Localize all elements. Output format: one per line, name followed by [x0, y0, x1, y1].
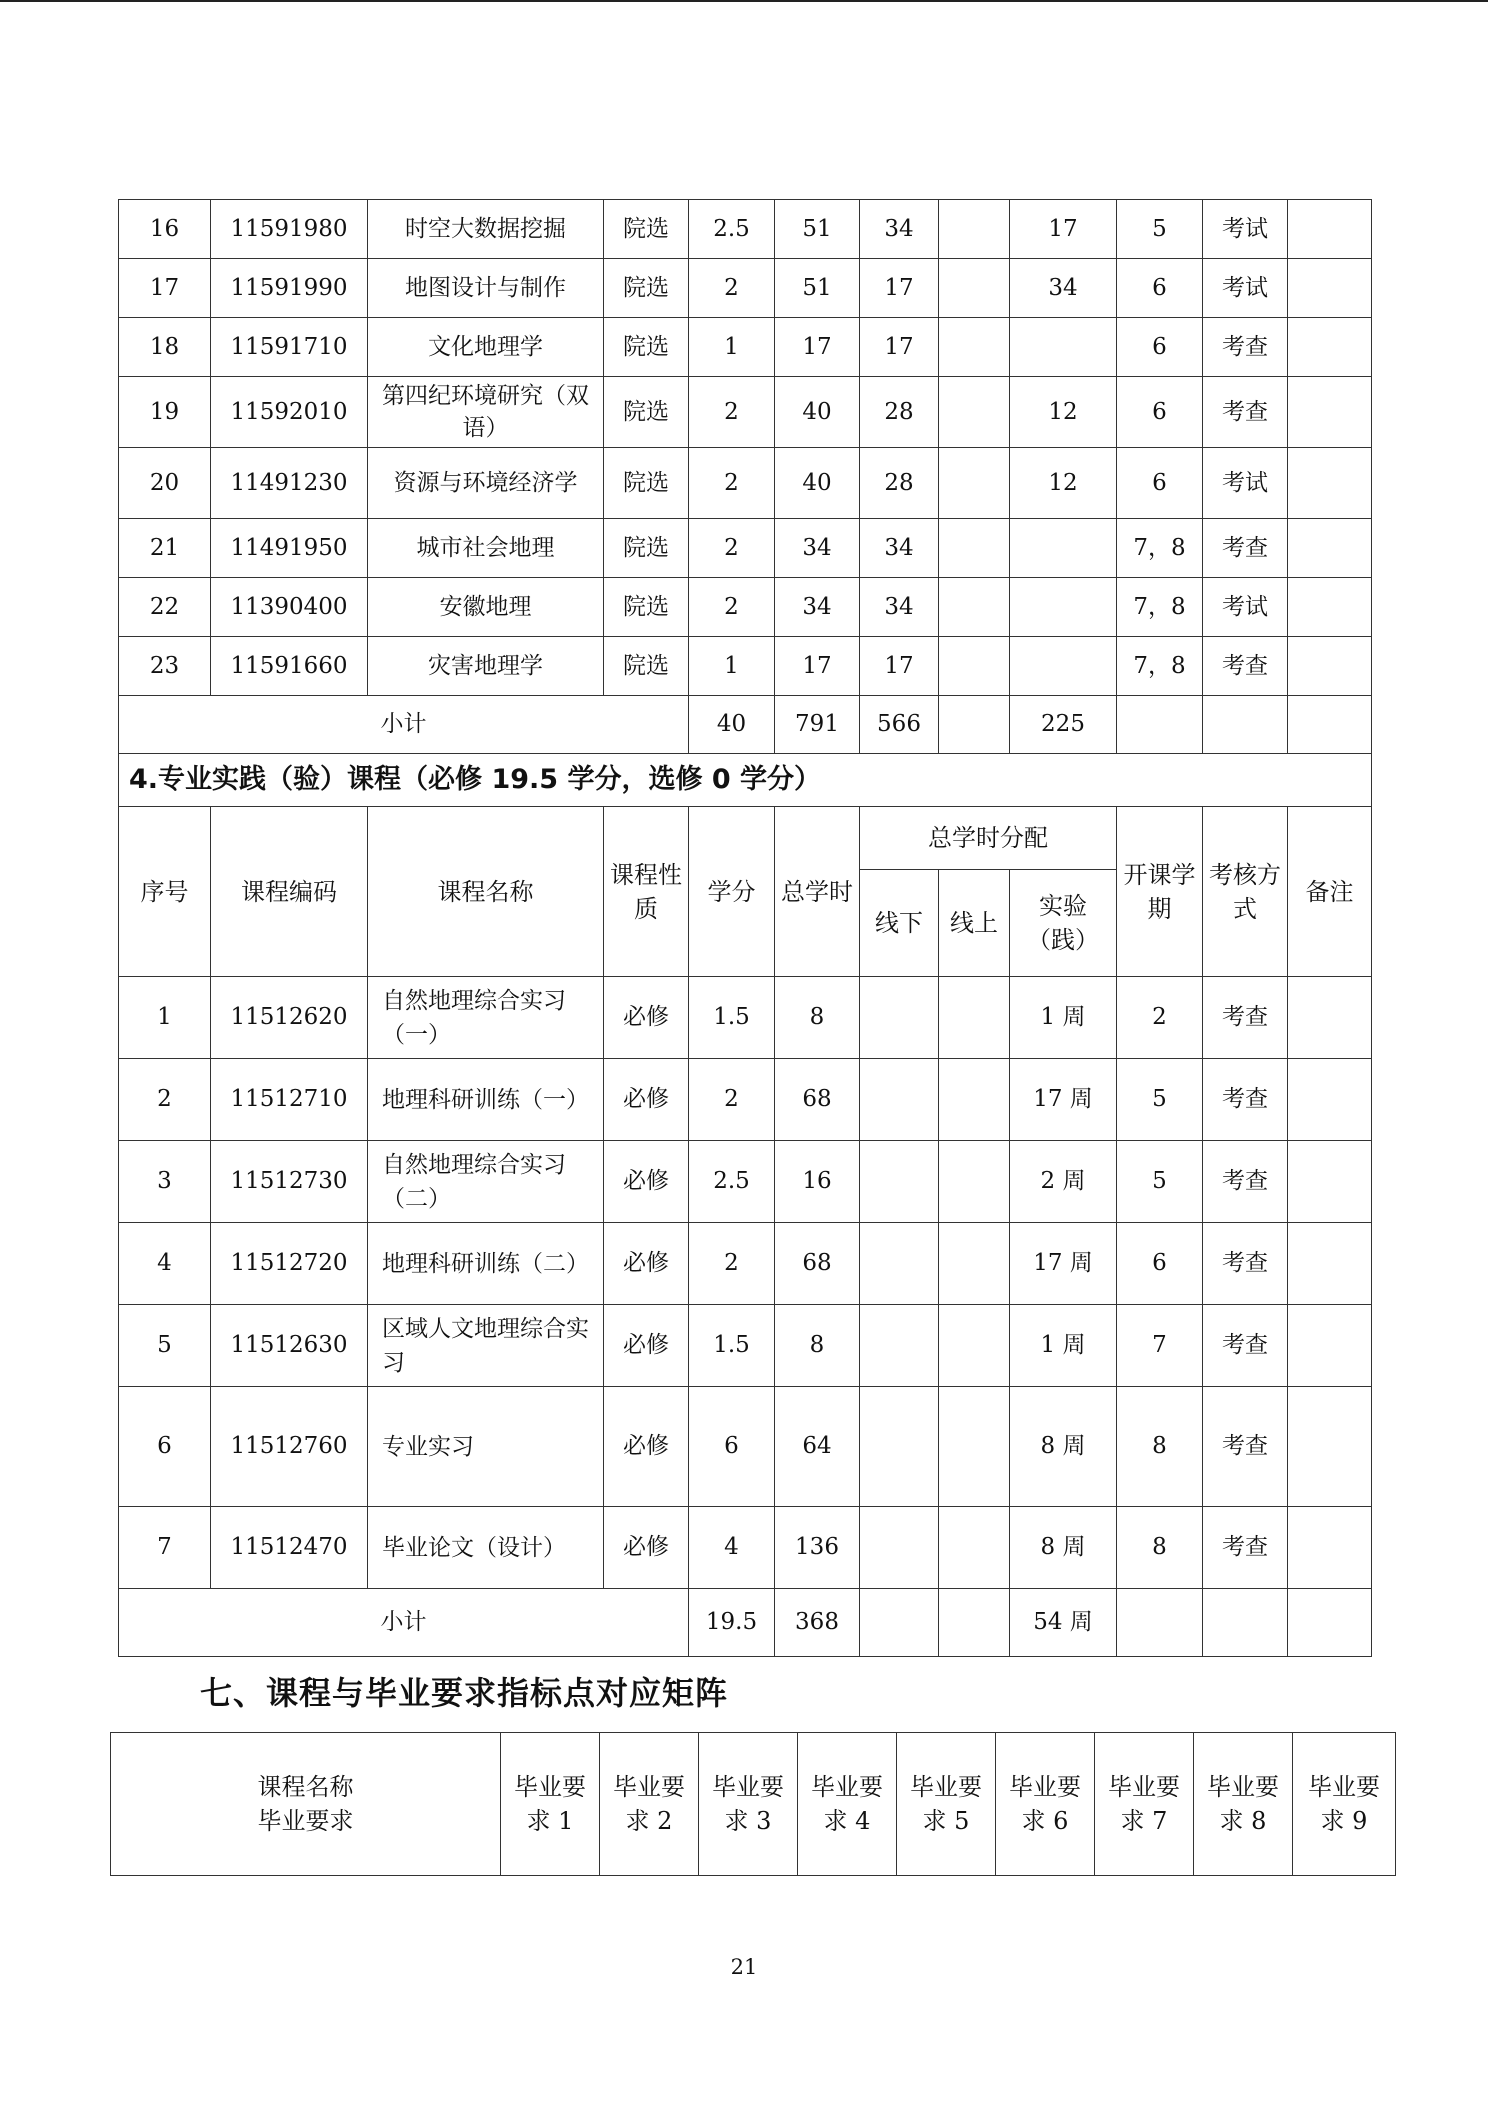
subtotal-hours: 368 [775, 1589, 860, 1657]
matrix-req-7: 毕业要求 7 [1095, 1733, 1194, 1876]
empty-cell [1203, 696, 1288, 754]
cell-term: 2 [1117, 977, 1203, 1059]
cell-offline: 34 [860, 578, 939, 637]
header-offline: 线下 [860, 870, 939, 977]
cell-code: 11512760 [211, 1387, 368, 1507]
course-table [118, 199, 1372, 1657]
header-lab: 实验（践） [1010, 870, 1117, 977]
table-row [119, 200, 1372, 259]
cell-term: 6 [1117, 377, 1203, 448]
cell-code: 11512630 [211, 1305, 368, 1387]
header-term: 开课学期 [1117, 807, 1203, 977]
cell-hours: 8 [775, 1305, 860, 1387]
matrix-req-2: 毕业要求 2 [600, 1733, 699, 1876]
cell-code: 11512730 [211, 1141, 368, 1223]
cell-nature: 院选 [604, 448, 689, 519]
cell-term: 7 [1117, 1305, 1203, 1387]
cell-offline: 17 [860, 318, 939, 377]
cell-exam: 考查 [1203, 1059, 1288, 1141]
cell-no: 7 [119, 1507, 211, 1589]
cell-note [1288, 1141, 1372, 1223]
table-row [119, 259, 1372, 318]
cell-term: 6 [1117, 259, 1203, 318]
cell-hours: 51 [775, 200, 860, 259]
cell-hours: 17 [775, 318, 860, 377]
cell-hours: 40 [775, 448, 860, 519]
table-row [119, 1059, 1372, 1141]
cell-credit: 4 [689, 1507, 775, 1589]
cell-credit: 2 [689, 1223, 775, 1305]
requirements-matrix [110, 1732, 1396, 1876]
cell-online [939, 200, 1010, 259]
subtotal-offline: 566 [860, 696, 939, 754]
cell-online [939, 637, 1010, 696]
cell-exam: 考查 [1203, 318, 1288, 377]
cell-term: 6 [1117, 448, 1203, 519]
table-row [119, 448, 1372, 519]
cell-nature: 必修 [604, 1387, 689, 1507]
cell-lab: 1 周 [1010, 1305, 1117, 1387]
page-top-border [0, 0, 1488, 2]
cell-lab [1010, 637, 1117, 696]
cell-lab: 12 [1010, 377, 1117, 448]
cell-no: 20 [119, 448, 211, 519]
cell-offline [860, 1059, 939, 1141]
subtotal-row-electives [119, 696, 1372, 754]
cell-no: 17 [119, 259, 211, 318]
cell-note [1288, 1387, 1372, 1507]
cell-code: 11390400 [211, 578, 368, 637]
table-row [119, 1141, 1372, 1223]
cell-online [939, 377, 1010, 448]
cell-name: 城市社会地理 [368, 519, 604, 578]
cell-exam: 考试 [1203, 448, 1288, 519]
cell-hours: 8 [775, 977, 860, 1059]
matrix-req-9: 毕业要求 9 [1293, 1733, 1396, 1876]
matrix-req-4: 毕业要求 4 [798, 1733, 897, 1876]
cell-hours: 64 [775, 1387, 860, 1507]
cell-credit: 1 [689, 637, 775, 696]
cell-online [939, 448, 1010, 519]
matrix-corner-cell [111, 1733, 501, 1876]
table-row [119, 977, 1372, 1059]
cell-exam: 考试 [1203, 578, 1288, 637]
subtotal-lab: 54 周 [1010, 1589, 1117, 1657]
matrix-corner-course: 课程名称 [257, 1773, 354, 1801]
table-row [119, 519, 1372, 578]
cell-lab: 17 周 [1010, 1059, 1117, 1141]
cell-nature: 必修 [604, 1305, 689, 1387]
cell-credit: 2 [689, 1059, 775, 1141]
matrix-header-row [111, 1733, 1396, 1876]
cell-term: 5 [1117, 1141, 1203, 1223]
cell-name: 地理科研训练（二） [368, 1223, 604, 1305]
cell-exam: 考查 [1203, 977, 1288, 1059]
table-row [119, 1305, 1372, 1387]
cell-online [939, 318, 1010, 377]
cell-exam: 考查 [1203, 1305, 1288, 1387]
subtotal-hours: 791 [775, 696, 860, 754]
cell-online [939, 519, 1010, 578]
cell-offline [860, 1141, 939, 1223]
header-code: 课程编码 [211, 807, 368, 977]
cell-name: 自然地理综合实习（一） [368, 977, 604, 1059]
header-no: 序号 [119, 807, 211, 977]
cell-hours: 68 [775, 1059, 860, 1141]
cell-exam: 考查 [1203, 1387, 1288, 1507]
cell-offline [860, 977, 939, 1059]
cell-lab [1010, 519, 1117, 578]
cell-exam: 考查 [1203, 1507, 1288, 1589]
cell-lab [1010, 578, 1117, 637]
table-row [119, 1387, 1372, 1507]
cell-hours: 16 [775, 1141, 860, 1223]
cell-term: 8 [1117, 1387, 1203, 1507]
cell-offline: 34 [860, 200, 939, 259]
cell-term: 8 [1117, 1507, 1203, 1589]
cell-lab: 1 周 [1010, 977, 1117, 1059]
cell-name: 地图设计与制作 [368, 259, 604, 318]
cell-offline [860, 1507, 939, 1589]
header-exam: 考核方式 [1203, 807, 1288, 977]
cell-lab [1010, 318, 1117, 377]
cell-credit: 2 [689, 578, 775, 637]
cell-credit: 1.5 [689, 977, 775, 1059]
empty-cell [1288, 696, 1372, 754]
matrix-corner-requirement: 毕业要求 [257, 1807, 354, 1835]
empty-cell [1117, 696, 1203, 754]
cell-online [939, 1387, 1010, 1507]
cell-lab: 8 周 [1010, 1507, 1117, 1589]
cell-online [939, 1223, 1010, 1305]
cell-nature: 院选 [604, 377, 689, 448]
cell-code: 11591990 [211, 259, 368, 318]
cell-hours: 68 [775, 1223, 860, 1305]
subtotal-row-practice [119, 1589, 1372, 1657]
cell-nature: 院选 [604, 519, 689, 578]
header-name: 课程名称 [368, 807, 604, 977]
cell-exam: 考查 [1203, 377, 1288, 448]
cell-nature: 必修 [604, 1141, 689, 1223]
cell-online [939, 977, 1010, 1059]
cell-offline: 34 [860, 519, 939, 578]
cell-code: 11592010 [211, 377, 368, 448]
cell-name: 时空大数据挖掘 [368, 200, 604, 259]
cell-note [1288, 519, 1372, 578]
cell-name: 区域人文地理综合实习 [368, 1305, 604, 1387]
cell-code: 11491230 [211, 448, 368, 519]
matrix-req-6: 毕业要求 6 [996, 1733, 1095, 1876]
cell-term: 7，8 [1117, 637, 1203, 696]
cell-credit: 2.5 [689, 1141, 775, 1223]
cell-no: 19 [119, 377, 211, 448]
cell-offline: 17 [860, 259, 939, 318]
cell-offline: 28 [860, 448, 939, 519]
subtotal-label: 小计 [119, 696, 689, 754]
cell-note [1288, 377, 1372, 448]
cell-online [939, 1059, 1010, 1141]
cell-hours: 34 [775, 519, 860, 578]
cell-code: 11591660 [211, 637, 368, 696]
cell-online [939, 578, 1010, 637]
cell-name: 安徽地理 [368, 578, 604, 637]
table-row [119, 1507, 1372, 1589]
cell-note [1288, 1305, 1372, 1387]
empty-cell [1117, 1589, 1203, 1657]
cell-term: 7，8 [1117, 578, 1203, 637]
cell-offline [860, 1305, 939, 1387]
matrix-req-3: 毕业要求 3 [699, 1733, 798, 1876]
cell-code: 11512710 [211, 1059, 368, 1141]
cell-credit: 2 [689, 519, 775, 578]
table-row [119, 318, 1372, 377]
cell-name: 第四纪环境研究（双语） [368, 377, 604, 448]
cell-nature: 必修 [604, 977, 689, 1059]
cell-nature: 必修 [604, 1507, 689, 1589]
cell-code: 11491950 [211, 519, 368, 578]
cell-credit: 2.5 [689, 200, 775, 259]
cell-hours: 34 [775, 578, 860, 637]
cell-code: 11512620 [211, 977, 368, 1059]
cell-hours: 40 [775, 377, 860, 448]
cell-hours: 17 [775, 637, 860, 696]
cell-credit: 1 [689, 318, 775, 377]
header-credit: 学分 [689, 807, 775, 977]
cell-name: 资源与环境经济学 [368, 448, 604, 519]
cell-note [1288, 200, 1372, 259]
cell-no: 22 [119, 578, 211, 637]
cell-no: 18 [119, 318, 211, 377]
cell-offline [860, 1223, 939, 1305]
subtotal-lab: 225 [1010, 696, 1117, 754]
cell-nature: 院选 [604, 259, 689, 318]
matrix-req-5: 毕业要求 5 [897, 1733, 996, 1876]
cell-credit: 6 [689, 1387, 775, 1507]
cell-exam: 考查 [1203, 1141, 1288, 1223]
cell-term: 7，8 [1117, 519, 1203, 578]
cell-term: 6 [1117, 1223, 1203, 1305]
section-4-row [119, 754, 1372, 807]
matrix-req-1: 毕业要求 1 [501, 1733, 600, 1876]
cell-lab: 12 [1010, 448, 1117, 519]
cell-exam: 考试 [1203, 259, 1288, 318]
cell-name: 毕业论文（设计） [368, 1507, 604, 1589]
cell-term: 6 [1117, 318, 1203, 377]
cell-credit: 2 [689, 377, 775, 448]
cell-offline: 17 [860, 637, 939, 696]
cell-hours: 136 [775, 1507, 860, 1589]
cell-code: 11591710 [211, 318, 368, 377]
subtotal-credit: 19.5 [689, 1589, 775, 1657]
cell-no: 23 [119, 637, 211, 696]
cell-exam: 考查 [1203, 637, 1288, 696]
cell-note [1288, 977, 1372, 1059]
cell-note [1288, 259, 1372, 318]
cell-exam: 考查 [1203, 1223, 1288, 1305]
cell-no: 2 [119, 1059, 211, 1141]
cell-nature: 院选 [604, 637, 689, 696]
cell-name: 自然地理综合实习（二） [368, 1141, 604, 1223]
cell-lab: 8 周 [1010, 1387, 1117, 1507]
cell-name: 文化地理学 [368, 318, 604, 377]
cell-nature: 院选 [604, 200, 689, 259]
header-hours: 总学时 [775, 807, 860, 977]
table-row [119, 377, 1372, 448]
cell-nature: 院选 [604, 318, 689, 377]
cell-credit: 2 [689, 259, 775, 318]
cell-lab: 2 周 [1010, 1141, 1117, 1223]
cell-no: 16 [119, 200, 211, 259]
cell-name: 地理科研训练（一） [368, 1059, 604, 1141]
subtotal-online [939, 1589, 1010, 1657]
cell-lab: 17 [1010, 200, 1117, 259]
cell-exam: 考试 [1203, 200, 1288, 259]
cell-name: 专业实习 [368, 1387, 604, 1507]
cell-offline [860, 1387, 939, 1507]
cell-term: 5 [1117, 200, 1203, 259]
subtotal-credit: 40 [689, 696, 775, 754]
cell-credit: 2 [689, 448, 775, 519]
cell-credit: 1.5 [689, 1305, 775, 1387]
cell-code: 11591980 [211, 200, 368, 259]
subtotal-offline [860, 1589, 939, 1657]
page-number: 21 [730, 1955, 758, 1979]
matrix-req-8: 毕业要求 8 [1194, 1733, 1293, 1876]
subtotal-online [939, 696, 1010, 754]
section-4-title: 4.专业实践（验）课程（必修 19.5 学分，选修 0 学分） [119, 754, 1372, 807]
table-row [119, 578, 1372, 637]
header-distribution: 总学时分配 [860, 807, 1117, 870]
subtotal-label: 小计 [119, 1589, 689, 1657]
table-row [119, 1223, 1372, 1305]
cell-no: 5 [119, 1305, 211, 1387]
cell-note [1288, 1059, 1372, 1141]
header-note: 备注 [1288, 807, 1372, 977]
cell-hours: 51 [775, 259, 860, 318]
cell-lab: 34 [1010, 259, 1117, 318]
cell-note [1288, 318, 1372, 377]
cell-no: 6 [119, 1387, 211, 1507]
header-row-1 [119, 807, 1372, 870]
empty-cell [1288, 1589, 1372, 1657]
header-online: 线上 [939, 870, 1010, 977]
cell-term: 5 [1117, 1059, 1203, 1141]
cell-lab: 17 周 [1010, 1223, 1117, 1305]
header-nature: 课程性质 [604, 807, 689, 977]
cell-no: 3 [119, 1141, 211, 1223]
cell-no: 4 [119, 1223, 211, 1305]
cell-no: 1 [119, 977, 211, 1059]
cell-exam: 考查 [1203, 519, 1288, 578]
cell-nature: 院选 [604, 578, 689, 637]
cell-offline: 28 [860, 377, 939, 448]
cell-code: 11512720 [211, 1223, 368, 1305]
cell-online [939, 1141, 1010, 1223]
cell-no: 21 [119, 519, 211, 578]
cell-note [1288, 578, 1372, 637]
cell-note [1288, 448, 1372, 519]
cell-nature: 必修 [604, 1223, 689, 1305]
cell-note [1288, 637, 1372, 696]
empty-cell [1203, 1589, 1288, 1657]
table-row [119, 637, 1372, 696]
cell-name: 灾害地理学 [368, 637, 604, 696]
cell-online [939, 1305, 1010, 1387]
cell-code: 11512470 [211, 1507, 368, 1589]
cell-note [1288, 1223, 1372, 1305]
cell-online [939, 259, 1010, 318]
cell-online [939, 1507, 1010, 1589]
cell-nature: 必修 [604, 1059, 689, 1141]
cell-note [1288, 1507, 1372, 1589]
section-7-title: 七、课程与毕业要求指标点对应矩阵 [200, 1674, 729, 1712]
